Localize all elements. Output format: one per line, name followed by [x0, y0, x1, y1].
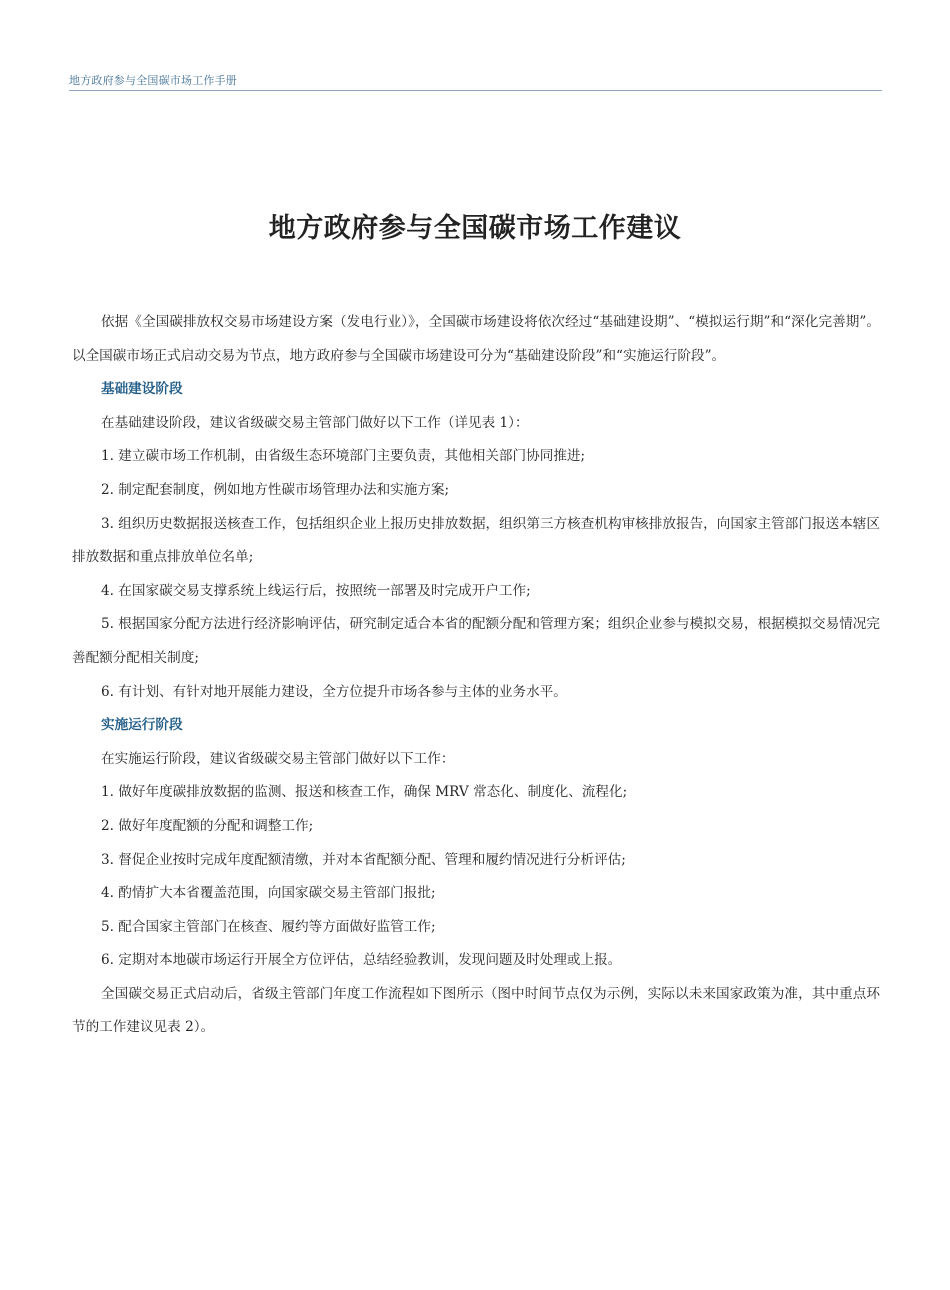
- list-item: 5. 根据国家分配方法进行经济影响评估，研究制定适合本省的配额分配和管理方案；组织企业参与模拟交易，根据模拟交易情况完善配额分配相关制度;: [72, 616, 880, 666]
- list-item: 1. 做好年度碳排放数据的监测、报送和核查工作，确保 MRV 常态化、制度化、流程化;: [101, 784, 628, 801]
- list-item: 2. 做好年度配额的分配和调整工作;: [101, 817, 314, 834]
- document-body: [72, 306, 880, 1045]
- section-heading-foundation: 基础建设阶段: [101, 381, 183, 398]
- running-header: 地方政府参与全国碳市场工作手册: [69, 74, 237, 87]
- list-item: 4. 在国家碳交易支撑系统上线运行后，按照统一部署及时完成开户工作;: [101, 582, 531, 599]
- list-item: 1. 建立碳市场工作机制，由省级生态环境部门主要负责，其他相关部门协同推进;: [101, 448, 586, 465]
- section-lead-operation: 在实施运行阶段，建议省级碳交易主管部门做好以下工作：: [101, 750, 455, 767]
- list-item: 2. 制定配套制度，例如地方性碳市场管理办法和实施方案;: [101, 481, 450, 498]
- list-item: 3. 组织历史数据报送核查工作，包括组织企业上报历史排放数据，组织第三方核查机构审核排放报告，向国家主管部门报送本辖区排放数据和重点排放单位名单;: [72, 515, 880, 566]
- list-item: 6. 定期对本地碳市场运行开展全方位评估，总结经验教训，发现问题及时处理或上报。: [101, 952, 622, 969]
- page-title: 地方政府参与全国碳市场工作建议: [268, 213, 682, 245]
- list-item: 6. 有计划、有针对地开展能力建设，全方位提升市场各参与主体的业务水平。: [101, 683, 567, 700]
- list-item: 5. 配合国家主管部门在核查、履约等方面做好监管工作;: [101, 918, 436, 935]
- closing-paragraph: 全国碳交易正式启动后，省级主管部门年度工作流程如下图所示（图中时间节点仅为示例，实际以未来国家政策为准，其中重点环节的工作建议见表 2）。: [72, 985, 880, 1036]
- list-item: 4. 酌情扩大本省覆盖范围，向国家碳交易主管部门报批;: [101, 885, 436, 902]
- list-item: 3. 督促企业按时完成年度配额清缴，并对本省配额分配、管理和履约情况进行分析评估;: [101, 851, 626, 868]
- header-divider: [69, 90, 882, 91]
- intro-paragraph: 依据《全国碳排放权交易市场建设方案（发电行业）》，全国碳市场建设将依次经过“基础建设期”、“模拟运行期”和“深化完善期”。以全国碳市场正式启动交易为节点，地方政府参与全国碳市场建设可分为“基础建设阶段”和“实施运行阶段”。: [72, 314, 880, 364]
- section-lead-foundation: 在基础建设阶段，建议省级碳交易主管部门做好以下工作（详见表 1）：: [101, 414, 529, 431]
- section-heading-operation: 实施运行阶段: [101, 717, 183, 734]
